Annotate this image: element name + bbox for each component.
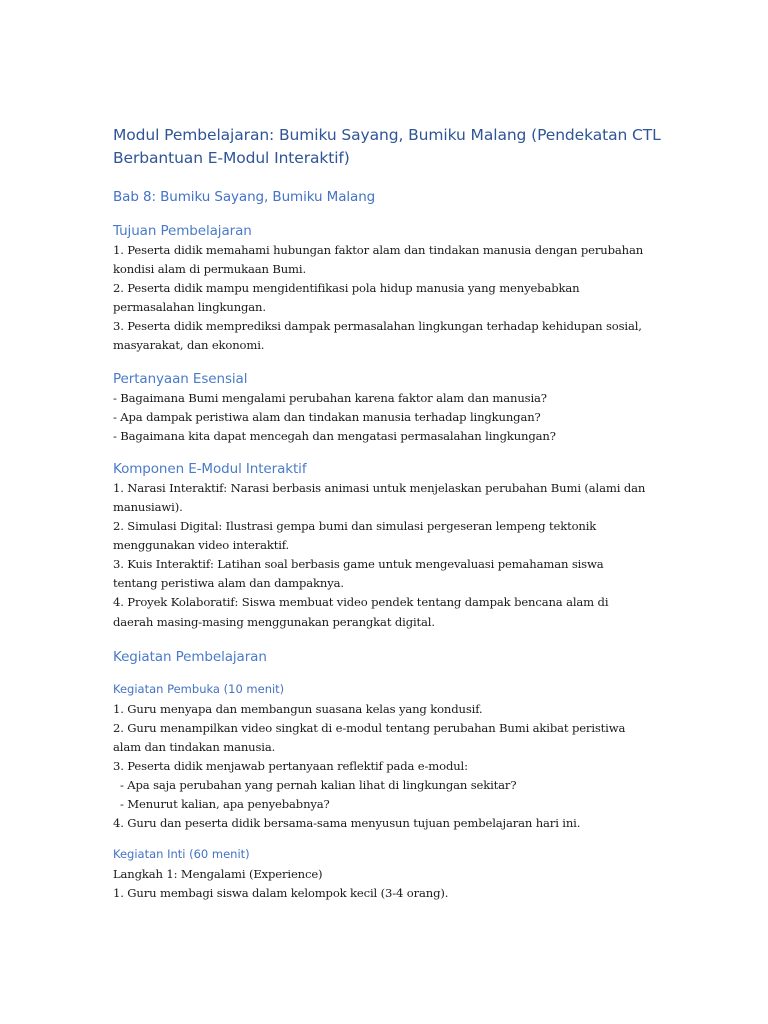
text-line: 2. Simulasi Digital: Ilustrasi gempa bumi dan simulasi pergeseran lempeng tektonik xyxy=(113,519,597,534)
text-line: manusiawi). xyxy=(113,499,183,514)
text-line: 1. Peserta didik memahami hubungan faktor alam dan tindakan manusia dengan perubahan xyxy=(113,243,644,257)
subsection-heading-pembuka: Kegiatan Pembuka (10 menit) xyxy=(113,681,285,696)
subsection-heading-inti: Kegiatan Inti (60 menit) xyxy=(113,847,250,862)
document-title-line: Modul Pembelajaran: Bumiku Sayang, Bumiku Malang (Pendekatan CTL xyxy=(113,126,661,144)
section-body-esensial xyxy=(113,389,673,446)
text-line: permasalahan lingkungan. xyxy=(113,300,266,315)
document-title xyxy=(113,124,673,170)
document-page xyxy=(113,124,673,903)
text-line: menggunakan video interaktif. xyxy=(113,538,290,553)
text-line: - Apa dampak peristiwa alam dan tindakan manusia terhadap lingkungan? xyxy=(113,409,541,424)
text-line: 4. Proyek Kolaboratif: Siswa membuat video pendek tentang dampak bencana alam di xyxy=(113,595,609,610)
text-line: 1. Guru menyapa dan membangun suasana kelas yang kondusif. xyxy=(113,701,483,716)
text-line: masyarakat, dan ekonomi. xyxy=(113,338,265,353)
text-line: tentang peristiwa alam dan dampaknya. xyxy=(113,576,344,591)
text-line: kondisi alam di permukaan Bumi. xyxy=(113,262,306,277)
text-line: - Bagaimana kita dapat mencegah dan mengatasi permasalahan lingkungan? xyxy=(113,428,556,443)
section-heading-komponen: Komponen E-Modul Interaktif xyxy=(113,460,307,477)
subsection-body-inti xyxy=(113,865,673,903)
section-heading-tujuan: Tujuan Pembelajaran xyxy=(113,223,252,239)
text-line: - Bagaimana Bumi mengalami perubahan karena faktor alam dan manusia? xyxy=(113,390,547,405)
text-line: 3. Kuis Interaktif: Latihan soal berbasis game untuk mengevaluasi pemahaman siswa xyxy=(113,557,604,572)
section-heading-esensial: Pertanyaan Esensial xyxy=(113,370,248,387)
document-title-line: Berbantuan E-Modul Interaktif) xyxy=(113,149,350,167)
text-line: 3. Peserta didik menjawab pertanyaan reflektif pada e-modul: xyxy=(113,758,468,773)
text-line: 3. Peserta didik memprediksi dampak permasalahan lingkungan terhadap kehidupan sosial, xyxy=(113,319,642,334)
text-line: alam dan tindakan manusia. xyxy=(113,739,276,754)
section-heading-kegiatan: Kegiatan Pembelajaran xyxy=(113,648,267,665)
text-line: 2. Guru menampilkan video singkat di e-modul tentang perubahan Bumi akibat peristiwa xyxy=(113,720,626,735)
text-line: daerah masing-masing menggunakan perangkat digital. xyxy=(113,614,435,629)
text-line: 1. Guru membagi siswa dalam kelompok kecil (3-4 orang). xyxy=(113,886,449,901)
text-line: 1. Narasi Interaktif: Narasi berbasis animasi untuk menjelaskan perubahan Bumi (alami dan xyxy=(113,480,646,495)
text-line: - Menurut kalian, apa penyebabnya? xyxy=(120,797,330,812)
subsection-body-pembuka xyxy=(113,700,673,834)
chapter-heading: Bab 8: Bumiku Sayang, Bumiku Malang xyxy=(113,189,376,205)
text-line: 4. Guru dan peserta didik bersama-sama menyusun tujuan pembelajaran hari ini. xyxy=(113,816,581,831)
text-line: 2. Peserta didik mampu mengidentifikasi pola hidup manusia yang menyebabkan xyxy=(113,281,580,296)
text-line: Langkah 1: Mengalami (Experience) xyxy=(113,867,323,882)
section-body-komponen xyxy=(113,479,673,632)
section-body-tujuan xyxy=(113,241,673,356)
text-line: - Apa saja perubahan yang pernah kalian lihat di lingkungan sekitar? xyxy=(120,777,517,792)
